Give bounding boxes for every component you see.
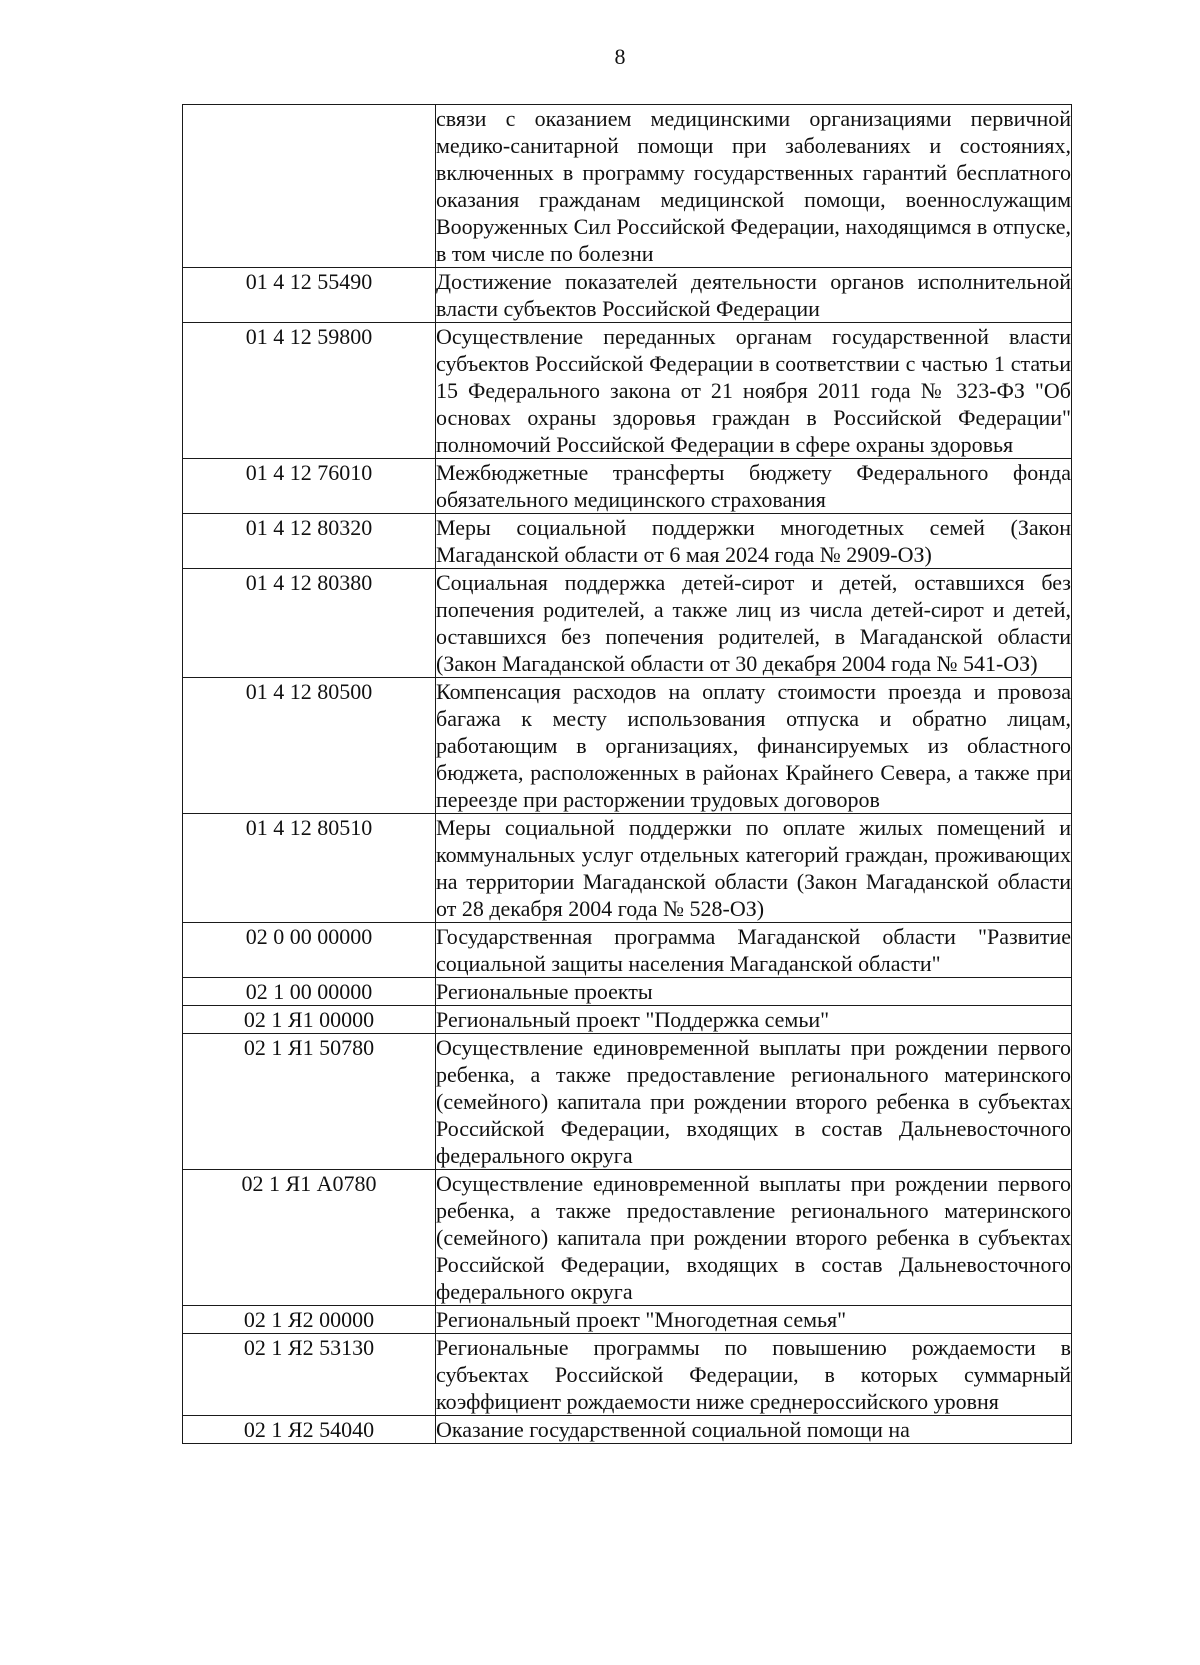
code-cell: 01 4 12 80380 [183,569,436,678]
description-cell: Осуществление единовременной выплаты при рождении первого ребенка, а также предоставление регионального материнского (семейного) капитала при рождении второго ребенка в субъектах Российской Федерации, входящих в состав Дальневосточного федерального округа [436,1171,1071,1304]
table-row [183,1170,1072,1306]
code-cell: 02 1 Я2 53130 [183,1334,436,1416]
description-cell: Региональный проект "Поддержка семьи" [436,1006,1072,1034]
table-row [183,459,1072,514]
description-cell: Региональные проекты [436,978,1072,1006]
description-cell: Осуществление переданных органам государственной власти субъектов Российской Федерации в соответствии с частью 1 статьи 15 Федерального закона от 21 ноября 2011 года № 323-ФЗ "Об основах охраны здоровья граждан в Российской Федерации" полномочий Российской Федерации в сфере охраны здоровья [436,324,1071,457]
code-cell: 02 1 Я1 00000 [183,1006,436,1034]
code-cell: 02 1 Я1 50780 [183,1034,436,1170]
description-cell: Осуществление единовременной выплаты при рождении первого ребенка, а также предоставление регионального материнского (семейного) капитала при рождении второго ребенка в субъектах Российской Федерации, входящих в состав Дальневосточного федерального округа [436,1035,1071,1168]
table-row [183,569,1072,678]
table-row [183,105,1072,268]
description-cell: Региональные программы по повышению рождаемости в субъектах Российской Федерации, в которых суммарный коэффициент рождаемости ниже среднероссийского уровня [436,1335,1071,1414]
table-row [183,1306,1072,1334]
description-cell: Меры социальной поддержки по оплате жилых помещений и коммунальных услуг отдельных категорий граждан, проживающих на территории Магаданской области (Закон Магаданской области от 28 декабря 2004 года № 528-ОЗ) [436,815,1071,921]
table-row [183,1334,1072,1416]
code-cell: 02 1 Я2 54040 [183,1416,436,1444]
table-row [183,268,1072,323]
description-cell: Социальная поддержка детей-сирот и детей, оставшихся без попечения родителей, а также лиц из числа детей-сирот и детей, оставшихся без попечения родителей, в Магаданской области (Закон Магаданской области от 30 декабря 2004 года № 541-ОЗ) [436,570,1071,676]
code-cell: 01 4 12 80320 [183,514,436,569]
table-row [183,1416,1072,1444]
code-cell: 01 4 12 59800 [183,323,436,459]
code-cell: 02 1 Я1 А0780 [183,1170,436,1306]
table-row [183,1006,1072,1034]
code-cell: 01 4 12 80510 [183,814,436,923]
code-cell: 02 0 00 00000 [183,923,436,978]
description-cell: Государственная программа Магаданской области "Развитие социальной защиты населения Магаданской области" [436,924,1071,976]
code-cell [183,105,436,268]
table-row [183,978,1072,1006]
table-row [183,923,1072,978]
table-row [183,678,1072,814]
budget-classification-table [182,104,1072,1444]
code-cell: 01 4 12 80500 [183,678,436,814]
description-cell: связи с оказанием медицинскими организациями первичной медико-санитарной помощи при заболеваниях и состояниях, включенных в программу государственных гарантий бесплатного оказания гражданам медицинской помощи, военнослужащим Вооруженных Сил Российской Федерации, находящимся в отпуске, в том числе по болезни [436,106,1071,266]
code-cell: 02 1 Я2 00000 [183,1306,436,1334]
description-cell: Достижение показателей деятельности органов исполнительной власти субъектов Российской Федерации [436,269,1071,321]
table-row [183,514,1072,569]
description-cell: Межбюджетные трансферты бюджету Федерального фонда обязательного медицинского страхования [436,460,1071,512]
table-row [183,814,1072,923]
code-cell: 02 1 00 00000 [183,978,436,1006]
description-cell: Компенсация расходов на оплату стоимости проезда и провоза багажа к месту использования отпуска и обратно лицам, работающим в организациях, финансируемых из областного бюджета, расположенных в районах Крайнего Севера, а также при переезде при расторжении трудовых договоров [436,679,1071,812]
description-cell: Региональный проект "Многодетная семья" [436,1306,1072,1334]
code-cell: 01 4 12 55490 [183,268,436,323]
page-number: 8 [614,44,626,69]
description-cell: Меры социальной поддержки многодетных семей (Закон Магаданской области от 6 мая 2024 года № 2909-ОЗ) [436,515,1071,567]
description-cell: Оказание государственной социальной помощи на [436,1416,1072,1444]
code-cell: 01 4 12 76010 [183,459,436,514]
table-row [183,323,1072,459]
table-row [183,1034,1072,1170]
